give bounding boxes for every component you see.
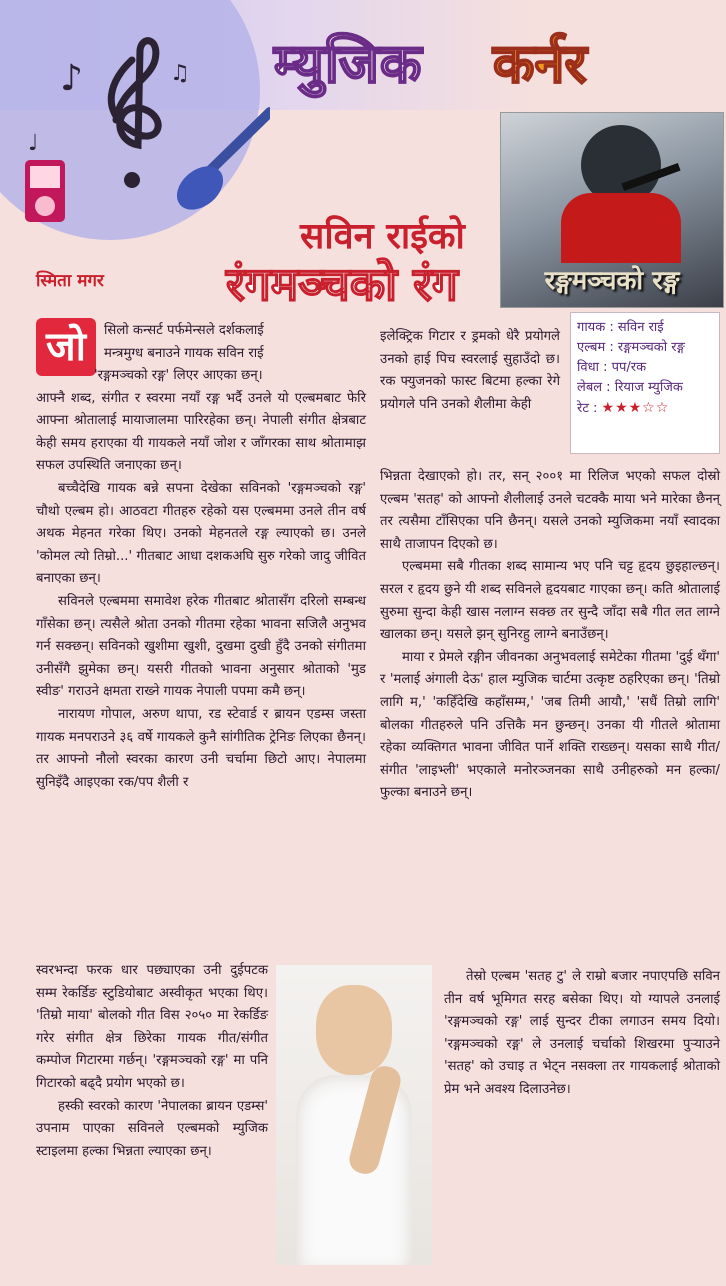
- rating-stars: ★★★☆☆: [601, 400, 670, 416]
- portrait-head-shape: [316, 985, 392, 1075]
- music-note-icon: ♪: [60, 58, 83, 99]
- rating-label: रेट :: [577, 401, 598, 416]
- paragraph: सविनले एल्बममा समावेश हरेक गीतबाट श्रोतासँग दरिलो सम्बन्ध गाँसेका छन्। त्यसैले श्रोता उनको गीतमा रहेका भावना सजिलै अनुभव गर्न सक्छन्। सविनको खुशीमा खुशी, दुखमा दुखी हुँदै उनको संगीतमा उनीसँगै झुमेका छन्। यसरी गीतको भावना अनुसार श्रोताको 'मुड स्वीङ' गराउने क्षमता राख्ने गायक नेपाली पपमा कमै छन्।: [36, 593, 366, 700]
- music-note-icon: ♩: [28, 131, 39, 156]
- section-title-part1: म्युजिक: [274, 32, 423, 95]
- album-cover-image: [500, 112, 724, 308]
- guitar-icon: [169, 112, 270, 219]
- info-album: एल्बम : रङ्गमञ्चको रङ्ग: [577, 340, 685, 355]
- intro-line: 'रङ्गमञ्चको रङ्ग' लिएर आएका छन्।: [94, 368, 263, 383]
- dropcap: जो: [36, 318, 96, 376]
- section-title: [268, 18, 720, 102]
- music-note-icon: ♫: [170, 61, 190, 86]
- intro-line: मन्त्रमुग्ध बनाउने गायक सविन राई: [104, 345, 264, 361]
- treble-clef-icon: [111, 41, 158, 188]
- info-genre: विधा : पप/रक: [577, 360, 647, 375]
- paragraph: भिन्नता देखाएको हो। तर, सन् २००१ मा रिलिज भएको सफल दोस्रो एल्बम 'सतह' को आफ्नो शैलीलाई उनले चटक्कै माया भने मारेका छैनन् तर त्यसैमा टाँसिएका पनि छैनन्। यसले उनको म्युजिकमा नयाँ स्वादका साथै ताजापन दिएको छ।: [380, 469, 720, 552]
- headline-line2: रंगमञ्चको रंग: [226, 257, 458, 311]
- info-singer: गायक : सविन राई: [577, 320, 664, 335]
- mp3-player-icon: [25, 160, 65, 222]
- album-cover-text: रङ्गमञ्चको रङ्ग: [544, 266, 680, 296]
- album-info-box: [570, 312, 720, 454]
- intro-lines: [104, 320, 366, 365]
- info-label: लेबल : रियाज म्युजिक: [577, 380, 683, 395]
- section-title-part2: कर्नर: [493, 32, 587, 95]
- paragraph: हस्की स्वरको कारण 'नेपालका ब्रायन एडम्स' उपनाम पाएका सविनले एल्बमको म्युजिक स्टाइलमा हल्का भिन्नता ल्याएका छन्।: [36, 1098, 268, 1159]
- red-scarf-shape: [561, 193, 681, 263]
- headline-line1: सविन राईको: [300, 216, 465, 257]
- paragraph: बच्चैदेखि गायक बन्ने सपना देखेका सविनको 'रङ्गमञ्चको रङ्ग' चौथो एल्बम हो। आठवटा गीतहरु रहेको यस एल्बममा उनले तीन वर्ष अथक मेहनत गरेका थिए। उनको मेहनतले रङ्ग ल्याएको छ। उनले 'कोमल त्यो तिम्रो...' गीतबाट आधा दशकअघि सुरु गरेको जादु जीवित बनाएका छन्।: [36, 480, 366, 587]
- paragraph: माया र प्रेमले रङ्गीन जीवनका अनुभवलाई समेटेका गीतमा 'दुई थँगा' र 'मलाई अंगाली देऊ' हाल म्युजिक चार्टमा उत्कृष्ट ठहरिएका छन्। 'तिम्रो लागि म,' 'कहिँदेखि कहाँसम्म,' 'जब तिमी आयौ,' 'सधैं तिम्रो लागि' बोलका गीतहरुले पनि उत्तिकै मन छुन्छन्। उनका यी गीतले श्रोतामा रहेका व्यक्तिगत भावना जीवित पार्ने शक्ति राख्छन्। यसका साथै गीत/संगीत 'लाइभ्ली' भएकाले मनोरञ्जनका साथै उनीहरुको मन हल्का/फुल्का बनाउने छन्।: [380, 649, 720, 801]
- paragraph: तेस्रो एल्बम 'सतह टु' ले राम्रो बजार नपाएपछि सविन तीन वर्ष भूमिगत सरह बसेका थिए। यो ग्यापले उनलाई 'रङ्गमञ्चको रङ्ग' लाई सुन्दर टीका लगाउन समय दियो। 'रङ्गमञ्चको रङ्ग' ले उनलाई चर्चाको शिखरमा पुऱ्याउने 'सतह' को उचाइ त भेट्न नसक्ला तर गायकलाई श्रोताको प्रेम भने अवश्य दिलाउनेछ।: [444, 969, 720, 1097]
- column-2-bottom: [444, 966, 720, 1102]
- paragraph: इलेक्ट्रिक गिटार र ड्रमको धेरै प्रयोगले उनको हाई पिच स्वरलाई सुहाउँदो छ। रक फ्युजनको फास्ट बिटमा हल्का रेगे प्रयोगले पनि उनको शैलीमा केही: [380, 329, 560, 412]
- byline: स्मिता मगर: [36, 271, 104, 291]
- singer-portrait-photo: [276, 965, 432, 1265]
- info-rating: [577, 397, 713, 420]
- paragraph: एल्बममा सबै गीतका शब्द सामान्य भए पनि चट्ट हृदय छुइहाल्छन्। सरल र हृदय छुने यी शब्द सविनले हृदयबाट गाएका छन्। कति श्रोतालाई सुरुमा सुन्दा केही खास नलाग्न सक्छ तर सुन्दै जाँदा सबै गीत लत लाग्ने खालका छन्। यसले झन् सुनिरहु लाग्ने बनाउँछन्।: [380, 559, 720, 643]
- paragraph: नारायण गोपाल, अरुण थापा, रड स्टेवार्ड र ब्रायन एडम्स जस्ता गायक मनपराउने ३६ वर्षे गायकले कुनै सांगीतिक ट्रेनिङ लिएका छैनन्। तर आफ्नो नौलो स्वरका कारण उनी चर्चामा छिटो आए। नेपालमा सुनिइँदै आइएका रक/पप शैली र: [36, 706, 366, 790]
- intro-line: सिलो कन्सर्ट पर्फमेन्सले दर्शकलाई: [104, 323, 264, 338]
- music-decor-illustration: [20, 20, 270, 230]
- column-2-mid: [380, 466, 720, 805]
- paragraph: आफ्नै शब्द, संगीत र स्वरमा नयाँ रङ्ग भर्दै उनले यो एल्बमबाट फेरि आफ्ना श्रोतालाई मायाजालमा पारिरहेका छन्। नेपाली संगीत क्षेत्रबाट केही समय हराएका यी गायकले नयाँ जोश र जाँगरका साथ श्रोतामाझ सफल उपस्थिति जनाएका छन्।: [36, 390, 366, 474]
- column-1-top: [36, 365, 366, 794]
- column-1-bottom: [36, 960, 268, 1163]
- column-2-top: [380, 326, 560, 416]
- paragraph: स्वरभन्दा फरक धार पछ्याएका उनी दुईपटक सम्म रेकर्डिङ स्टुडियोबाट अस्वीकृत भएका थिए। 'तिम्रो माया' बोलको गीत विस २०५० मा रेकर्डिङ गरेर संगीत क्षेत्र छिरेका गायक गीत/संगीत कम्पोज गिटारमा गर्छन्। 'रङ्गमञ्चको रङ्ग' मा पनि गिटारको बढ्दै प्रयोग भएको छ।: [36, 963, 268, 1091]
